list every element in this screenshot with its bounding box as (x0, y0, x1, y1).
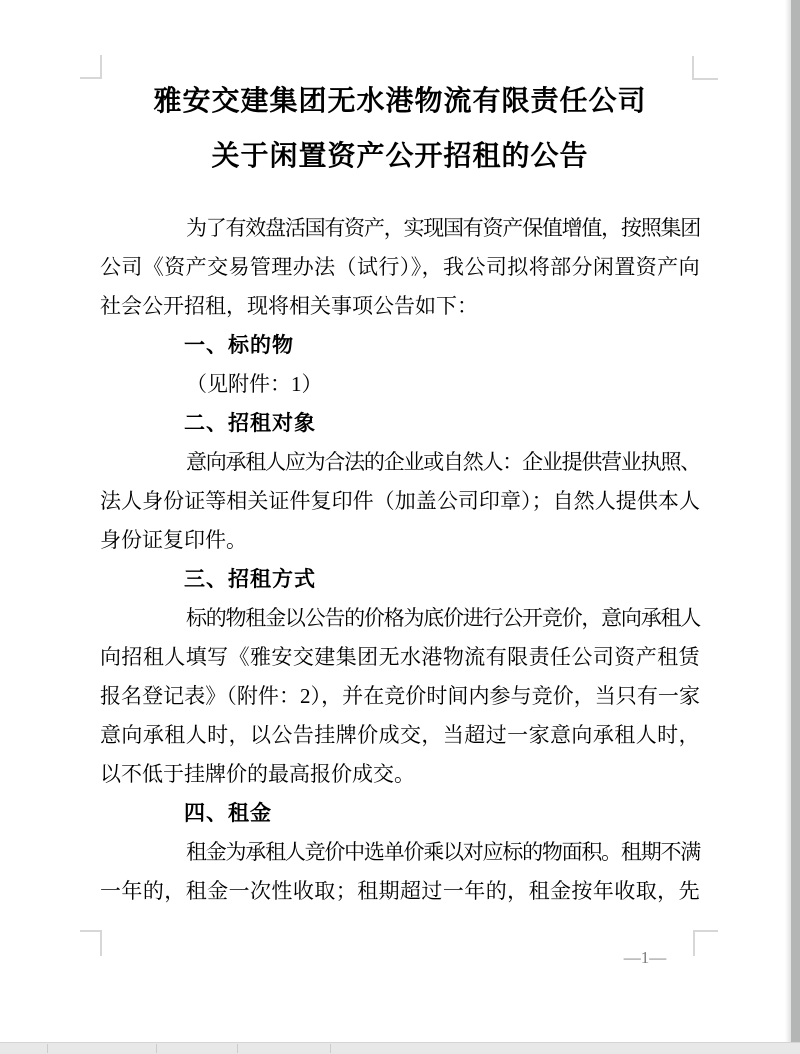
doc-line: 以不低于挂牌价的最高报价成交。 (100, 762, 415, 786)
doc-line: 二、招租对象 (184, 412, 316, 435)
crop-mark-bottom-left-icon (80, 930, 102, 956)
crop-mark-top-left-icon (80, 55, 102, 79)
status-separator (330, 1044, 331, 1053)
status-separator (237, 1044, 238, 1053)
status-separator (47, 1044, 48, 1053)
crop-mark-bottom-right-icon (693, 930, 718, 956)
doc-line: 标的物租金以公告的价格为底价进行公开竞价，意向承租人 (186, 606, 700, 630)
page-number: —1— (623, 948, 667, 967)
document-title-line-2: 关于闲置资产公开招租的公告 (211, 141, 589, 172)
document-title-line-1: 雅安交建集团无水港物流有限责任公司 (153, 86, 647, 117)
doc-line: 报名登记表》（附件：2），并在竞价时间内参与竞价，当只有一家 (100, 684, 700, 708)
doc-line: （见附件：1） (186, 372, 323, 396)
doc-line: 租金为承租人竞价中选单价乘以对应标的物面积。租期不满 (186, 840, 700, 864)
status-separator (156, 1044, 157, 1053)
status-bar (0, 1042, 800, 1054)
document-title (100, 74, 700, 184)
doc-line: 四、租金 (184, 802, 272, 825)
doc-line: 向招租人填写《雅安交建集团无水港物流有限责任公司资产租赁 (100, 645, 700, 669)
doc-line: 一、标的物 (184, 334, 294, 357)
doc-line: 为了有效盘活国有资产，实现国有资产保值增值，按照集团 (186, 216, 700, 240)
doc-line: 身份证复印件。 (100, 528, 247, 552)
doc-line: 公司《资产交易管理办法（试行）》，我公司拟将部分闲置资产向 (100, 255, 700, 279)
doc-line: 三、招租方式 (184, 568, 316, 591)
doc-line: 一年的，租金一次性收取；租期超过一年的，租金按年收取，先 (100, 879, 700, 903)
doc-line: 法人身份证等相关证件复印件（加盖公司印章）；自然人提供本人 (100, 489, 700, 513)
doc-line: 意向承租人时，以公告挂牌价成交，当超过一家意向承租人时， (100, 723, 700, 747)
document-body[interactable] (100, 209, 700, 911)
doc-line: 社会公开招租，现将相关事项公告如下： (100, 294, 478, 318)
doc-line: 意向承租人应为合法的企业或自然人：企业提供营业执照、 (186, 450, 700, 474)
vertical-scrollbar[interactable] (791, 0, 800, 1043)
